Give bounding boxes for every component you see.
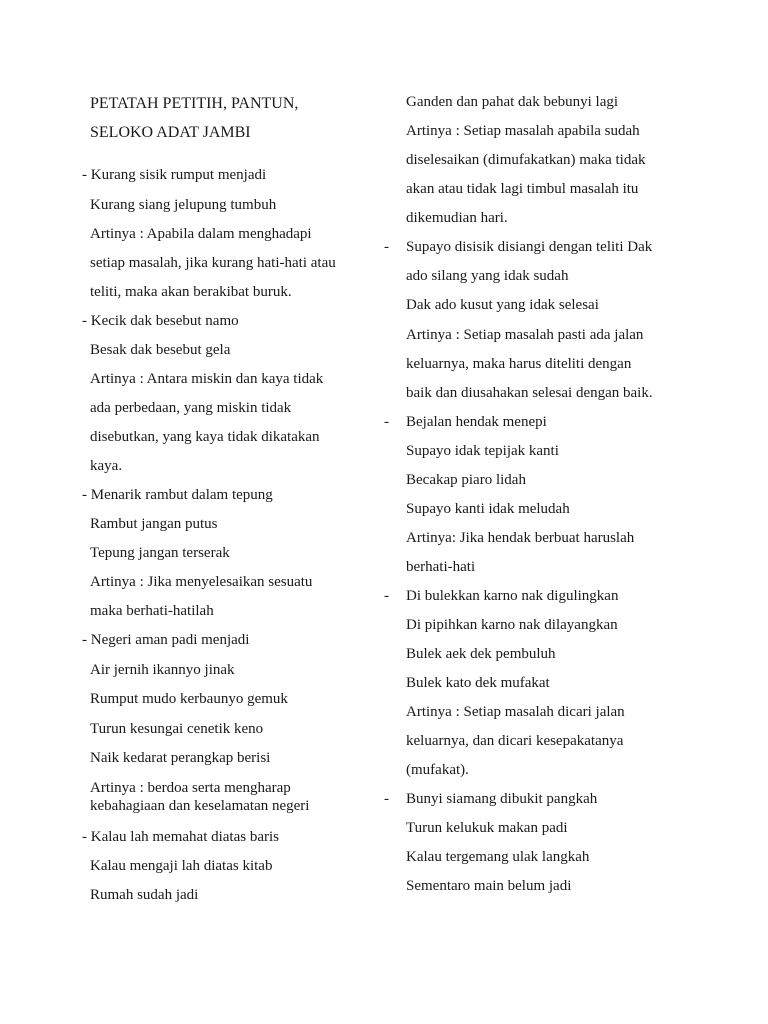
entry-line: Artinya : Jika menyelesaikan sesuatu — [90, 574, 313, 590]
entry-line: - Kurang sisik rumput menjadi — [82, 167, 267, 183]
entry-line: Sementaro main belum jadi — [406, 878, 572, 894]
entry-dash: - — [384, 791, 389, 807]
entry-line: maka berhati-hatilah — [90, 603, 214, 619]
entry-line: diselesaikan (dimufakatkan) maka tidak — [406, 152, 646, 168]
entry-line: Bulek aek dek pembuluh — [406, 646, 556, 662]
entry-line: (mufakat). — [406, 762, 469, 778]
entry-line: Artinya : Setiap masalah pasti ada jalan — [406, 327, 644, 343]
entry-line: keluarnya, maka harus diteliti dengan — [406, 356, 632, 372]
entry-line: Rumput mudo kerbaunyo gemuk — [90, 691, 288, 707]
entry-line: baik dan diusahakan selesai dengan baik. — [406, 385, 653, 401]
entry-line: Kalau tergemang ulak langkah — [406, 849, 590, 865]
entry-line: ado silang yang idak sudah — [406, 268, 569, 284]
entry-line: kebahagiaan dan keselamatan negeri — [90, 798, 310, 814]
entry-line: Bulek kato dek mufakat — [406, 675, 550, 691]
entry-line: - Negeri aman padi menjadi — [82, 632, 250, 648]
entry-line: teliti, maka akan berakibat buruk. — [90, 284, 292, 300]
entry-line: Supayo kanti idak meludah — [406, 501, 570, 517]
entry-line: Di pipihkan karno nak dilayangkan — [406, 617, 618, 633]
entry-line: Supayo disisik disiangi dengan teliti Dak — [406, 239, 653, 255]
entry-line: berhati-hati — [406, 559, 476, 575]
entry-line: Air jernih ikannyo jinak — [90, 662, 235, 678]
entry-line: Artinya : berdoa serta mengharap — [90, 780, 291, 796]
entry-line: Kalau mengaji lah diatas kitab — [90, 858, 273, 874]
entry-line: Artinya: Jika hendak berbuat haruslah — [406, 530, 635, 546]
entry-line: Dak ado kusut yang idak selesai — [406, 297, 599, 313]
title-line: SELOKO ADAT JAMBI — [90, 124, 251, 141]
entry-line: Turun kelukuk makan padi — [406, 820, 568, 836]
entry-line: Ganden dan pahat dak bebunyi lagi — [406, 94, 619, 110]
entry-line: Artinya : Apabila dalam menghadapi — [90, 226, 312, 242]
entry-line: Rumah sudah jadi — [90, 887, 199, 903]
entry-line: setiap masalah, jika kurang hati-hati atau — [90, 255, 336, 271]
entry-dash: - — [384, 239, 389, 255]
entry-line: dikemudian hari. — [406, 210, 508, 226]
entry-line: Turun kesungai cenetik keno — [90, 721, 264, 737]
entry-line: disebutkan, yang kaya tidak dikatakan — [90, 429, 320, 445]
entry-line: Artinya : Antara miskin dan kaya tidak — [90, 371, 324, 387]
entry-line: - Kecik dak besebut namo — [82, 313, 239, 329]
entry-line: - Menarik rambut dalam tepung — [82, 487, 273, 503]
entry-dash: - — [384, 414, 389, 430]
entry-line: Naik kedarat perangkap berisi — [90, 750, 271, 766]
entry-line: Artinya : Setiap masalah apabila sudah — [406, 123, 640, 139]
entry-line: Bunyi siamang dibukit pangkah — [406, 791, 598, 807]
entry-line: Artinya : Setiap masalah dicari jalan — [406, 704, 625, 720]
entry-line: Becakap piaro lidah — [406, 472, 526, 488]
entry-line: Di bulekkan karno nak digulingkan — [406, 588, 619, 604]
entry-line: Kurang siang jelupung tumbuh — [90, 197, 277, 213]
entry-line: kaya. — [90, 458, 123, 474]
entry-dash: - — [384, 588, 389, 604]
entry-line: akan atau tidak lagi timbul masalah itu — [406, 181, 639, 197]
entry-line: Rambut jangan putus — [90, 516, 218, 532]
entry-line: Besak dak besebut gela — [90, 342, 231, 358]
entry-line: keluarnya, dan dicari kesepakatanya — [406, 733, 624, 749]
title-line: PETATAH PETITIH, PANTUN, — [90, 95, 299, 112]
entry-line: Bejalan hendak menepi — [406, 414, 547, 430]
entry-line: - Kalau lah memahat diatas baris — [82, 829, 280, 845]
entry-line: Supayo idak tepijak kanti — [406, 443, 559, 459]
entry-line: Tepung jangan terserak — [90, 545, 230, 561]
entry-line: ada perbedaan, yang miskin tidak — [90, 400, 292, 416]
